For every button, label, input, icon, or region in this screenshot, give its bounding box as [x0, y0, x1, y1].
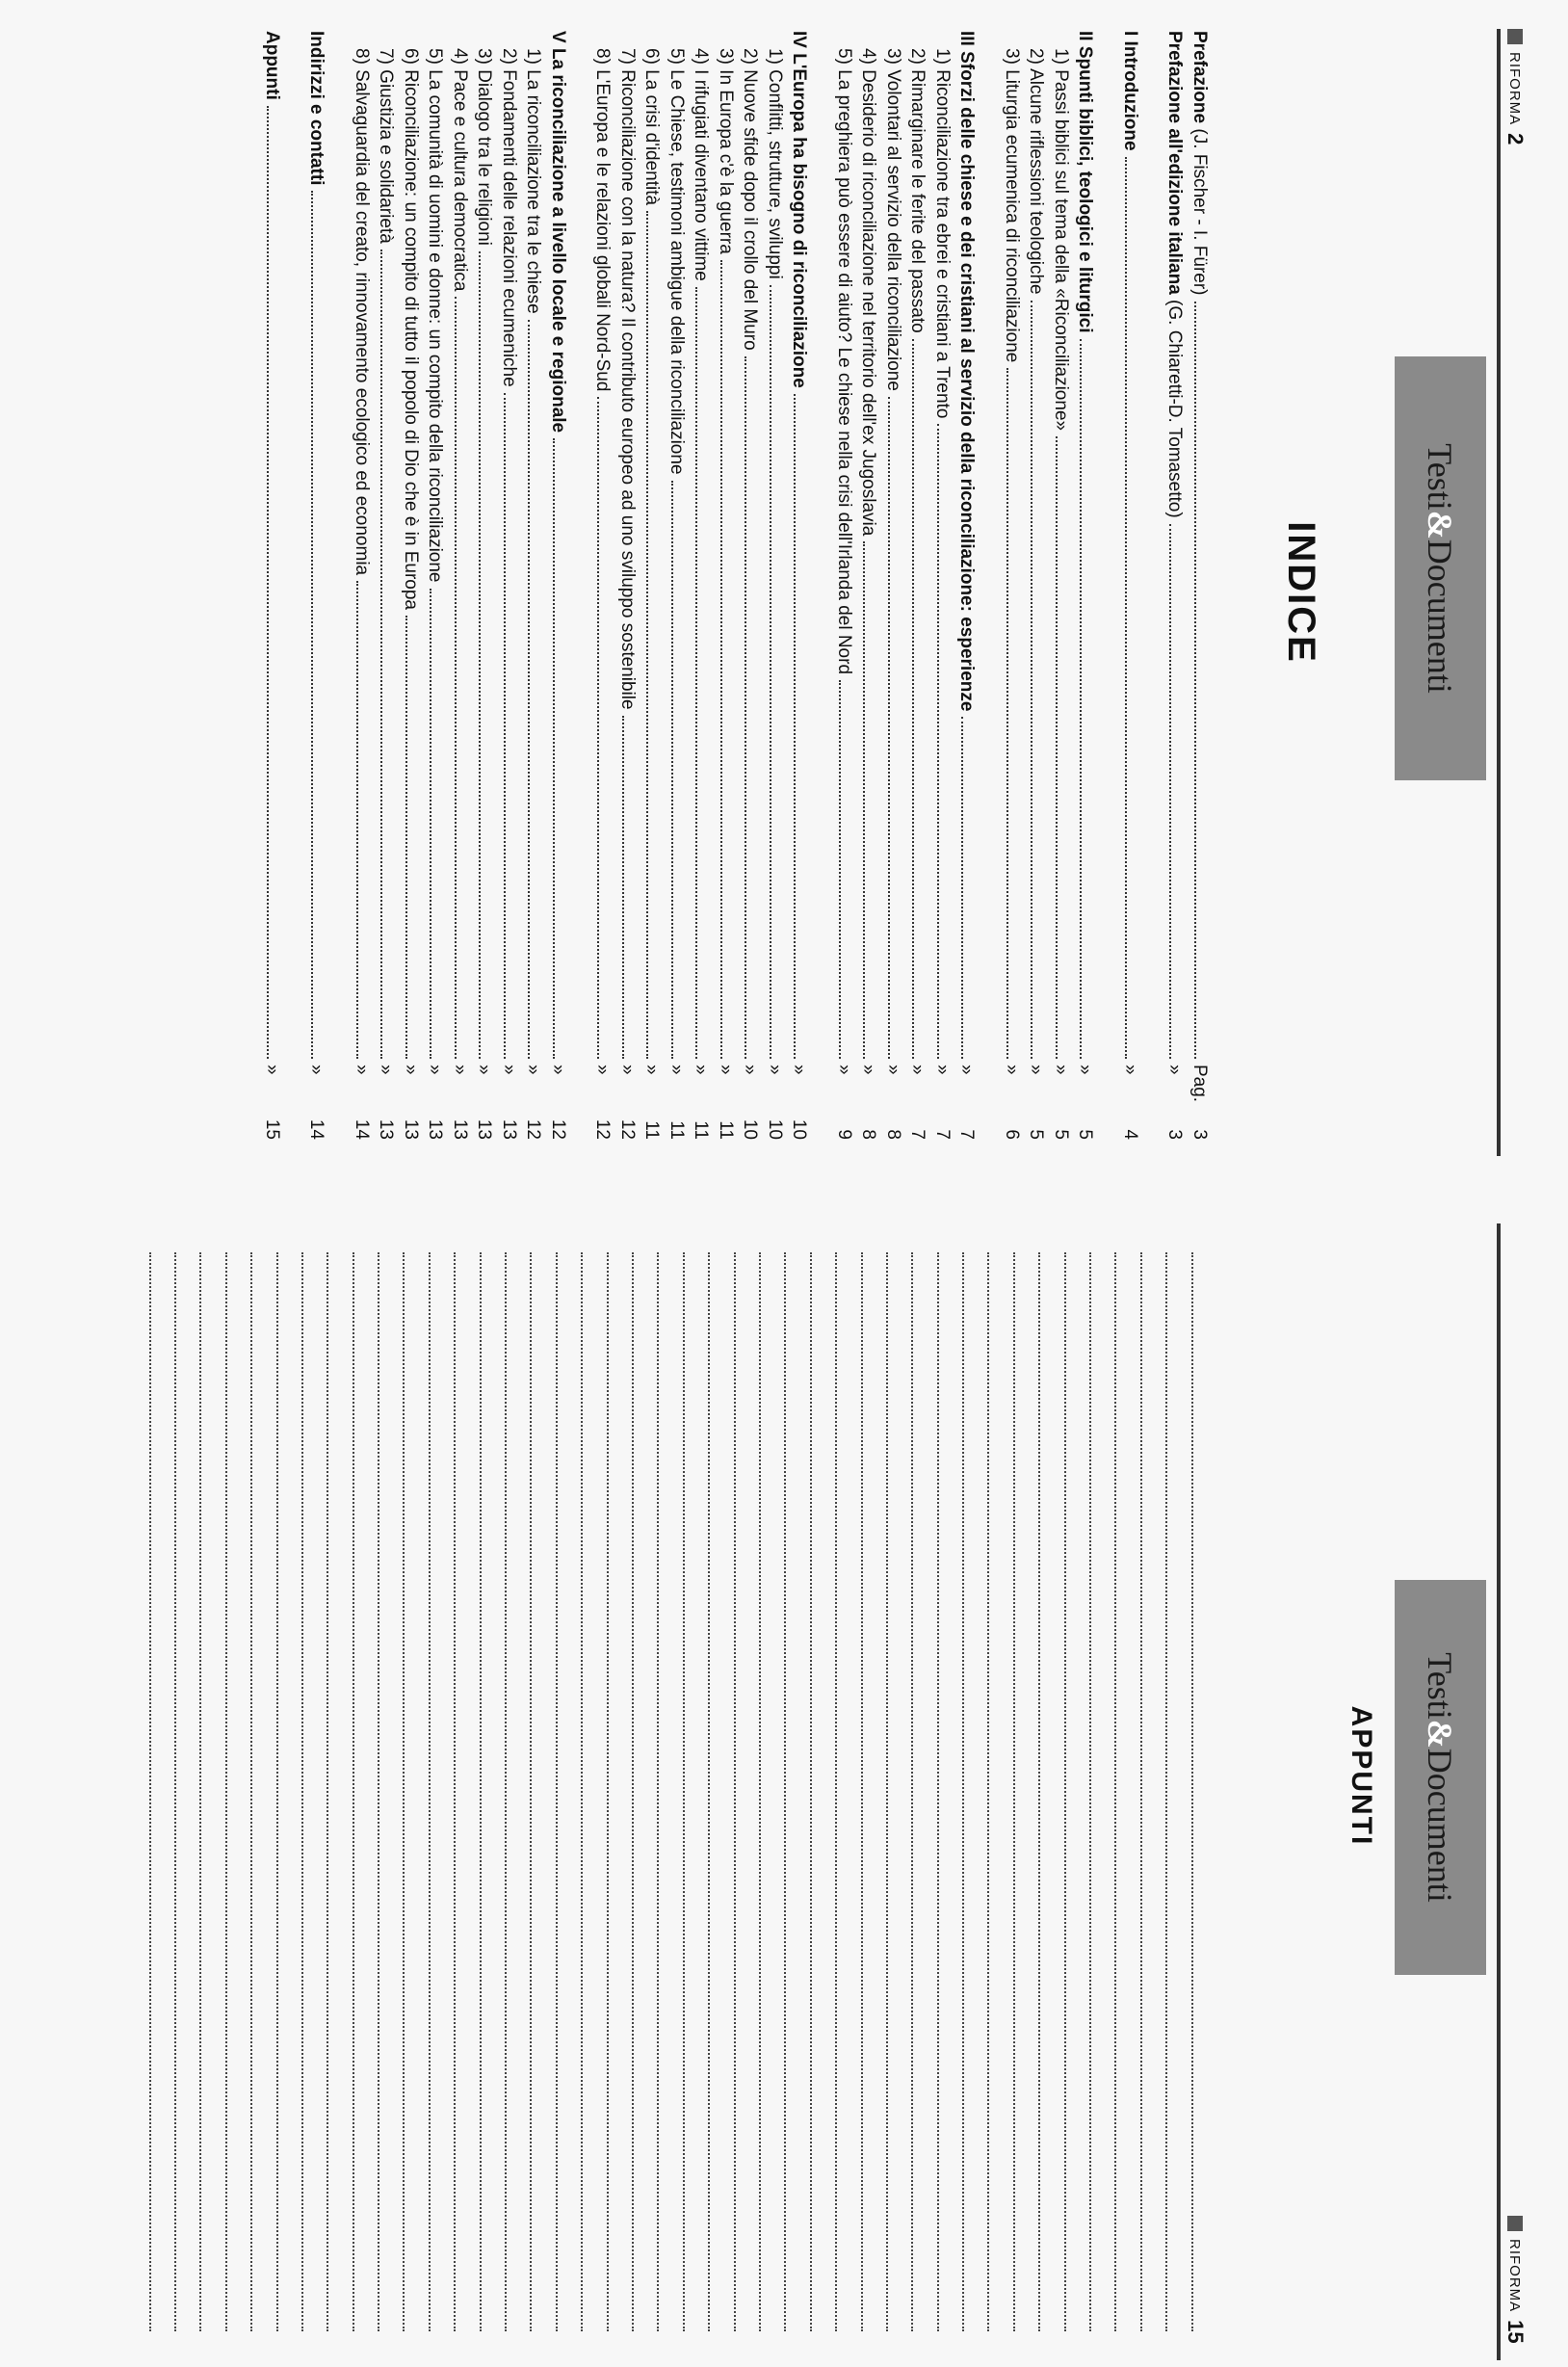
toc-label	[306, 31, 327, 185]
toc-label	[907, 31, 928, 333]
toc-leader-dots	[529, 320, 531, 1059]
toc-label-text: 6) Riconciliazione: un compito di tutto il popolo di Dio che è in Europa	[401, 48, 421, 610]
toc-page-prefix: »	[716, 1065, 736, 1075]
toc-label	[641, 31, 663, 205]
toc-page-prefix: »	[306, 1065, 327, 1075]
toc-spacer	[978, 31, 998, 1153]
toc-label	[764, 31, 785, 279]
toc-section	[1071, 31, 1096, 1153]
toc-page-number: 7	[907, 1129, 928, 1140]
toc-leader-dots	[455, 297, 457, 1059]
toc-page-prefix: »	[1026, 1065, 1047, 1075]
toc-page-number: 10	[765, 1118, 785, 1140]
toc-leader-dots	[622, 716, 624, 1059]
toc-page-prefix: »	[691, 1065, 712, 1075]
toc-page-number: 9	[834, 1129, 854, 1140]
toc-page-prefix: »	[352, 1065, 372, 1075]
header-rule	[1497, 29, 1501, 1156]
toc-subentry	[761, 31, 786, 1153]
toc-section	[1116, 31, 1141, 1153]
toc-label	[882, 31, 903, 391]
toc-leader-dots	[696, 287, 698, 1059]
toc-leader-dots	[504, 393, 506, 1059]
toc-subentry	[687, 31, 712, 1153]
note-line	[657, 1252, 682, 2331]
toc-subentry	[495, 31, 520, 1153]
testi-documenti-banner	[1395, 356, 1486, 780]
toc-spacer	[1140, 31, 1161, 1153]
note-line	[429, 1252, 454, 2331]
toc-page-prefix: »	[883, 1065, 903, 1075]
toc-label-bold: V La riconciliazione a livello locale e regionale	[548, 31, 568, 434]
banner-ampersand: &	[1421, 1719, 1460, 1749]
toc-label-text: 6) La crisi d'identità	[641, 48, 663, 206]
toc-label-text: 3) In Europa c'è la guerra	[716, 48, 736, 254]
toc-label-text: 4) I rifugiati diventano vittime	[691, 48, 712, 281]
toc-label	[616, 31, 638, 710]
note-line	[454, 1252, 479, 2331]
toc-label	[1075, 31, 1096, 333]
toc-subentry	[614, 31, 639, 1153]
header-publication: RIFORMA	[1506, 52, 1524, 126]
toc-section	[544, 31, 569, 1153]
toc-subentry	[998, 31, 1023, 1153]
note-line	[861, 1252, 886, 2331]
toc-label-text: 1) Passi biblici sul tema della «Riconciliazione»	[1051, 48, 1071, 432]
toc-page-number: 5	[1051, 1129, 1071, 1140]
toc-spacer	[282, 31, 302, 1153]
header-page-number: 2	[1503, 133, 1528, 145]
page-title: INDICE	[1280, 521, 1322, 664]
note-line	[835, 1252, 860, 2331]
toc-page-number: 12	[548, 1118, 568, 1140]
toc-leader-dots	[1006, 368, 1008, 1059]
toc-leader-dots	[839, 680, 841, 1059]
note-line	[708, 1252, 733, 2331]
toc-label-text: 1) La riconciliazione tra le chiese	[523, 48, 544, 314]
toc-page-number: 11	[641, 1120, 663, 1140]
note-line	[1038, 1252, 1063, 2331]
note-line	[683, 1252, 708, 2331]
toc-leader-dots	[671, 481, 673, 1059]
note-line	[1165, 1252, 1190, 2331]
toc-page-number: 3	[1164, 1129, 1186, 1140]
toc-page-prefix: »	[956, 1065, 978, 1075]
toc-page-prefix: »	[641, 1065, 663, 1075]
note-line	[276, 1252, 301, 2331]
toc-label-bold: Appunti	[262, 31, 282, 100]
toc-label-text: 5) La preghiera può essere di aiuto? Le chiese nella crisi dell'Irlanda del Nord	[834, 48, 854, 675]
toc-label-bold: Indirizzi e contatti	[306, 31, 327, 186]
toc-label	[592, 31, 614, 391]
toc-label-bold: I Introduzione	[1120, 31, 1140, 151]
note-line	[607, 1252, 632, 2331]
note-line	[734, 1252, 759, 2331]
toc-page-number: 12	[523, 1118, 544, 1140]
toc-subentry	[663, 31, 688, 1153]
note-line	[480, 1252, 505, 2331]
toc-page-number: 11	[716, 1120, 736, 1140]
toc-page-number: 3	[1189, 1129, 1210, 1140]
toc-label	[425, 31, 446, 583]
toc-label	[931, 31, 953, 418]
toc-page-prefix: »	[262, 1065, 282, 1075]
toc-label-bold: IV L'Europa ha bisogno di riconciliazione	[789, 31, 810, 388]
toc-label-text: 8) Salvaguardia del creato, rinnovamento ecologico ed economia	[352, 48, 372, 576]
note-line	[987, 1252, 1012, 2331]
toc-page-prefix: Pag.	[1189, 1065, 1210, 1103]
toc-page-prefix: »	[666, 1065, 687, 1075]
toc-label-text: 3) Liturgia ecumenica di riconciliazione	[1002, 48, 1022, 363]
note-line	[378, 1252, 403, 2331]
toc-page-number: 7	[956, 1129, 978, 1140]
toc-label	[523, 31, 544, 314]
note-line	[937, 1252, 962, 2331]
toc-page-prefix: »	[1120, 1065, 1140, 1075]
header-rule	[1497, 1223, 1501, 2360]
note-line	[250, 1252, 275, 2331]
toc-section	[953, 31, 978, 1153]
toc-page-prefix: »	[932, 1065, 953, 1075]
toc-label-bold: Prefazione	[1189, 31, 1210, 124]
toc-label	[666, 31, 687, 475]
note-line	[1114, 1252, 1139, 2331]
toc-page-number: 11	[691, 1120, 712, 1140]
toc-label	[858, 31, 879, 536]
toc-spacer	[1096, 31, 1116, 1153]
toc-page-prefix: »	[523, 1065, 544, 1075]
note-line	[174, 1252, 199, 2331]
toc-leader-dots	[1194, 302, 1196, 1060]
toc-label-text: 3) Dialogo tra le religioni	[474, 48, 495, 246]
toc-label-text: 8) L'Europa e le relazioni globali Nord-Sud	[592, 48, 614, 392]
toc-label	[261, 31, 282, 100]
banner-word-2: Documenti	[1421, 539, 1460, 694]
toc-page-prefix: »	[1075, 1065, 1096, 1075]
toc-leader-dots	[647, 211, 649, 1059]
toc-page-prefix: »	[1164, 1065, 1186, 1075]
toc-leader-dots	[553, 438, 555, 1059]
toc-label	[449, 31, 470, 291]
toc-page-number: 5	[1075, 1129, 1096, 1140]
running-header-left	[1501, 29, 1529, 145]
toc-section	[1186, 31, 1211, 1153]
toc-page-prefix: »	[765, 1065, 785, 1075]
toc-leader-dots	[1056, 436, 1058, 1059]
toc-label-text: 3) Volontari al servizio della riconciliazione	[883, 48, 903, 391]
toc-page-number: 8	[883, 1129, 903, 1140]
banner-word-1: Testi	[1421, 443, 1460, 511]
toc-subentry	[830, 31, 855, 1153]
toc-leader-dots	[598, 397, 600, 1059]
note-line	[1064, 1252, 1089, 2331]
toc-page-prefix: »	[617, 1065, 638, 1075]
toc-subentry	[446, 31, 471, 1153]
toc-leader-dots	[405, 616, 407, 1059]
toc-spacer	[810, 31, 830, 1153]
toc-page-number: 12	[617, 1118, 638, 1140]
toc-subentry	[879, 31, 904, 1153]
toc-label-bold: II Spunti biblici, teologici e liturgici	[1075, 31, 1096, 333]
note-line	[581, 1252, 606, 2331]
toc-page-number: 13	[450, 1118, 470, 1140]
toc-page-number: 8	[858, 1129, 879, 1140]
toc-label-text: 1) Riconciliazione tra ebrei e cristiani a Trento	[932, 48, 953, 419]
toc-leader-dots	[888, 397, 890, 1059]
header-page-number: 15	[1503, 2320, 1528, 2344]
toc-section	[302, 31, 327, 1153]
toc-label	[833, 31, 854, 674]
toc-leader-dots	[795, 394, 797, 1059]
toc-label-text: 2) Rimarginare le ferite del passato	[907, 48, 928, 333]
toc-label	[1164, 31, 1186, 518]
toc-page-number: 14	[306, 1118, 327, 1140]
toc-leader-dots	[312, 191, 314, 1059]
header-publication: RIFORMA	[1506, 2239, 1524, 2313]
toc-subentry	[736, 31, 761, 1153]
toc-page-number: 10	[789, 1118, 810, 1140]
toc-subentry	[854, 31, 879, 1153]
toc-leader-dots	[745, 356, 747, 1059]
toc-leader-dots	[431, 589, 432, 1060]
toc-page-number: 5	[1026, 1129, 1047, 1140]
banner-word-1: Testi	[1421, 1652, 1460, 1720]
toc-subentry	[712, 31, 737, 1153]
toc-label	[1050, 31, 1071, 431]
toc-page-number: 10	[740, 1118, 761, 1140]
toc-label-bold: III Sforzi delle chiese e dei cristiani al servizio della riconciliazione: esperienze	[956, 31, 978, 712]
toc-subentry	[421, 31, 446, 1153]
toc-label-text: 5) Le Chiese, testimoni ambigue della riconciliazione	[666, 48, 687, 475]
toc-page-prefix: »	[1051, 1065, 1071, 1075]
banner-ampersand: &	[1421, 510, 1460, 539]
toc-label-text: 4) Pace e cultura democratica	[450, 48, 470, 292]
toc-leader-dots	[267, 106, 269, 1059]
note-line	[810, 1252, 835, 2331]
toc-label	[740, 31, 761, 351]
toc-label	[498, 31, 519, 387]
toc-page-prefix: »	[499, 1065, 519, 1075]
banner-word-2: Documenti	[1421, 1748, 1460, 1903]
note-line	[911, 1252, 936, 2331]
toc-leader-dots	[1125, 157, 1127, 1059]
toc-page-number: 13	[499, 1118, 519, 1140]
notes-lines	[149, 1252, 1216, 2331]
toc-page-prefix: »	[450, 1065, 470, 1075]
toc-label	[1026, 31, 1047, 295]
header-square-icon	[1507, 2216, 1523, 2231]
running-header-right	[1501, 2216, 1529, 2344]
toc-label-text: 5) La comunità di uomini e donne: un compito della riconciliazione	[425, 48, 446, 583]
toc-page-prefix: »	[401, 1065, 421, 1075]
toc-subentry	[588, 31, 614, 1153]
page-title: APPUNTI	[1346, 1705, 1377, 1847]
toc-label-text: 1) Conflitti, strutture, sviluppi	[765, 48, 785, 279]
toc-subentry	[1047, 31, 1072, 1153]
note-line	[199, 1252, 224, 2331]
toc-leader-dots	[864, 541, 866, 1059]
note-line	[556, 1252, 581, 2331]
header-square-icon	[1507, 29, 1523, 44]
table-of-contents	[258, 31, 1211, 1153]
toc-subentry	[519, 31, 544, 1153]
note-line	[784, 1252, 809, 2331]
toc-page-prefix: »	[474, 1065, 495, 1075]
toc-page-number: 15	[262, 1118, 282, 1140]
toc-section	[1161, 31, 1186, 1153]
toc-leader-dots	[913, 339, 915, 1059]
toc-page-number: 4	[1120, 1129, 1140, 1140]
note-line	[327, 1252, 352, 2331]
toc-leader-dots	[356, 581, 358, 1059]
toc-leader-dots	[1170, 524, 1172, 1059]
toc-subentry	[638, 31, 663, 1153]
toc-leader-dots	[720, 260, 722, 1059]
toc-page-prefix: »	[425, 1065, 446, 1075]
toc-spacer	[327, 31, 348, 1153]
toc-label-text: 4) Desiderio di riconciliazione nel territorio dell'ex Jugoslavia	[858, 48, 879, 537]
toc-page-number: 13	[474, 1118, 495, 1140]
note-line	[886, 1252, 911, 2331]
toc-label-text: (J. Fischer - I. Fürer)	[1189, 123, 1210, 296]
toc-section	[785, 31, 810, 1153]
toc-page-number: 13	[376, 1118, 397, 1140]
toc-page-prefix: »	[907, 1065, 928, 1075]
toc-page-prefix: »	[1002, 1065, 1022, 1075]
note-line	[404, 1252, 429, 2331]
toc-page-prefix: »	[548, 1065, 568, 1075]
toc-page-prefix: »	[592, 1065, 614, 1075]
toc-leader-dots	[937, 424, 939, 1059]
toc-page-prefix: »	[834, 1065, 854, 1075]
toc-label	[376, 31, 397, 244]
note-line	[1089, 1252, 1114, 2331]
toc-spacer	[568, 31, 588, 1153]
toc-leader-dots	[480, 251, 482, 1059]
note-line	[149, 1252, 174, 2331]
toc-subentry	[1022, 31, 1047, 1153]
testi-documenti-banner	[1395, 1580, 1486, 1975]
toc-label	[1189, 31, 1210, 296]
toc-page-prefix: »	[789, 1065, 810, 1075]
toc-leader-dots	[1081, 339, 1083, 1059]
toc-page-prefix: »	[740, 1065, 761, 1075]
toc-leader-dots	[962, 717, 964, 1059]
toc-page-number: 14	[352, 1118, 372, 1140]
toc-label	[789, 31, 810, 388]
note-line	[632, 1252, 657, 2331]
note-line	[225, 1252, 250, 2331]
note-line	[301, 1252, 327, 2331]
toc-page-number: 6	[1002, 1129, 1022, 1140]
toc-page-prefix: »	[376, 1065, 397, 1075]
toc-page-number: 13	[401, 1118, 421, 1140]
toc-subentry	[397, 31, 422, 1153]
toc-label	[691, 31, 712, 281]
note-line	[962, 1252, 987, 2331]
toc-label-bold: Prefazione all'edizione italiana	[1164, 31, 1186, 295]
note-line	[1013, 1252, 1038, 2331]
toc-label	[400, 31, 421, 610]
toc-subentry	[372, 31, 397, 1153]
note-line	[505, 1252, 530, 2331]
toc-page-number: 7	[932, 1129, 953, 1140]
toc-leader-dots	[1032, 301, 1033, 1059]
note-line	[353, 1252, 378, 2331]
toc-label	[547, 31, 568, 433]
note-line	[1191, 1252, 1216, 2331]
toc-label-text: 7) Giustizia e solidarietà	[376, 48, 397, 244]
toc-label-text: (G. Chiaretti-D. Tomasetto)	[1164, 294, 1186, 518]
toc-label	[956, 31, 978, 711]
toc-leader-dots	[381, 250, 383, 1059]
toc-subentry	[348, 31, 373, 1153]
toc-label-text: 7) Riconciliazione con la natura? Il contributo europeo ad uno sviluppo sostenibile	[617, 48, 638, 710]
toc-label-text: 2) Alcune riflessioni teologiche	[1026, 48, 1047, 295]
toc-label	[715, 31, 736, 254]
toc-page-number: 11	[666, 1120, 687, 1140]
toc-page-number: 13	[425, 1118, 446, 1140]
toc-subentry	[470, 31, 495, 1153]
toc-label-text: 2) Nuove sfide dopo il crollo del Muro	[740, 48, 761, 351]
toc-label	[1119, 31, 1140, 151]
note-line	[530, 1252, 555, 2331]
toc-subentry	[928, 31, 954, 1153]
toc-section	[258, 31, 283, 1153]
toc-label	[474, 31, 495, 246]
toc-page-number: 12	[592, 1118, 614, 1140]
note-line	[1140, 1252, 1165, 2331]
toc-leader-dots	[770, 285, 771, 1059]
toc-label	[1001, 31, 1022, 362]
toc-label	[351, 31, 372, 575]
toc-label-text: 2) Fondamenti delle relazioni ecumeniche	[499, 48, 519, 387]
note-line	[759, 1252, 784, 2331]
toc-page-prefix: »	[858, 1065, 879, 1075]
toc-subentry	[903, 31, 928, 1153]
